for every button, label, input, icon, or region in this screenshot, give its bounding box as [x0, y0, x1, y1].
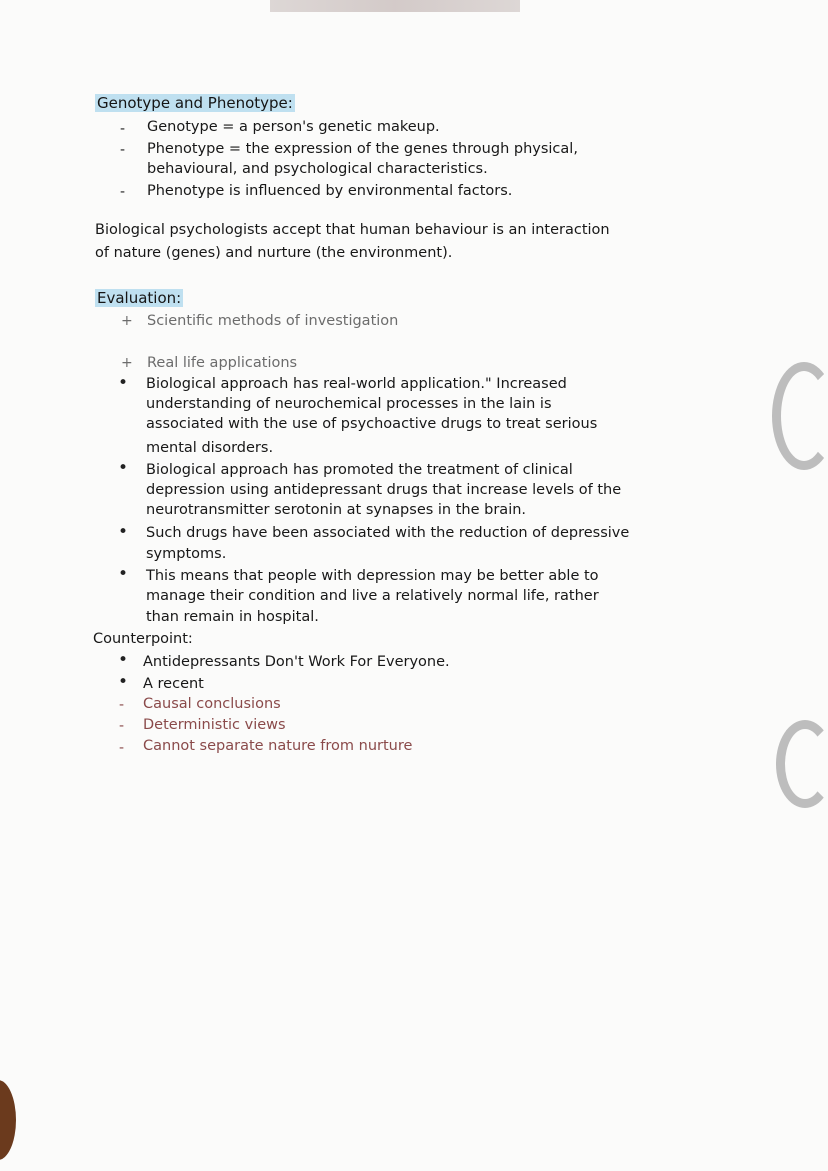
bullet-marker: - — [120, 184, 126, 200]
bullet-marker: • — [118, 672, 129, 692]
bullet-marker: • — [118, 564, 129, 584]
dash-marker: - — [119, 718, 125, 734]
eval-point-4-line-1: This means that people with depression may be better able to — [146, 568, 599, 584]
bullet-marker: • — [118, 522, 129, 542]
binder-edge-mark — [0, 1080, 16, 1160]
phenotype-definition-line-2: behavioural, and psychological characteristics. — [147, 161, 488, 177]
genotype-heading: Genotype and Phenotype: — [97, 94, 293, 112]
bullet-marker: • — [118, 650, 129, 670]
bullet-marker: • — [118, 458, 129, 478]
counter-item-causal: Causal conclusions — [143, 696, 281, 712]
eval-point-1-line-2: understanding of neurochemical processes in the lain is — [146, 396, 552, 412]
phenotype-environment: Phenotype is influenced by environmental factors. — [147, 183, 513, 199]
counter-point-antidepressants: Antidepressants Don't Work For Everyone. — [143, 654, 450, 670]
plus-marker: + — [121, 355, 133, 371]
paragraph-line-2: of nature (genes) and nurture (the environment). — [95, 245, 453, 261]
page-top-edge — [270, 0, 520, 12]
genotype-definition: Genotype = a person's genetic makeup. — [147, 119, 440, 135]
counter-point-recent: A recent — [143, 676, 204, 692]
bullet-marker: • — [118, 373, 129, 393]
eval-item-scientific-methods: Scientific methods of investigation — [147, 313, 399, 329]
eval-point-1-line-1: Biological approach has real-world application." Increased — [146, 376, 567, 392]
evaluation-heading: Evaluation: — [97, 289, 182, 307]
bullet-marker: - — [120, 142, 126, 158]
eval-item-real-life-applications: Real life applications — [147, 355, 298, 371]
bullet-marker: - — [120, 121, 126, 137]
phenotype-definition-line-1: Phenotype = the expression of the genes through physical, — [147, 141, 578, 157]
binder-ring-icon — [772, 362, 828, 470]
eval-point-4-line-2: manage their condition and live a relatively normal life, rather — [146, 588, 599, 604]
dash-marker: - — [119, 697, 125, 713]
plus-marker: + — [121, 313, 133, 329]
eval-point-3-line-2: symptoms. — [146, 546, 227, 562]
dash-marker: - — [119, 740, 125, 756]
eval-point-2-line-2: depression using antidepressant drugs that increase levels of the — [146, 482, 622, 498]
paragraph-line-1: Biological psychologists accept that human behaviour is an interaction — [95, 222, 610, 238]
eval-point-3-line-1: Such drugs have been associated with the reduction of depressive — [146, 525, 630, 541]
counterpoint-heading: Counterpoint: — [93, 631, 193, 647]
eval-point-1-line-3: associated with the use of psychoactive drugs to treat serious — [146, 416, 598, 432]
eval-point-1-line-4: mental disorders. — [146, 440, 274, 456]
eval-point-4-line-3: than remain in hospital. — [146, 609, 319, 625]
eval-point-2-line-1: Biological approach has promoted the treatment of clinical — [146, 462, 573, 478]
binder-ring-icon — [776, 720, 828, 808]
counter-item-deterministic: Deterministic views — [143, 717, 286, 733]
eval-point-2-line-3: neurotransmitter serotonin at synapses in the brain. — [146, 502, 527, 518]
counter-item-nature-nurture: Cannot separate nature from nurture — [143, 738, 413, 754]
